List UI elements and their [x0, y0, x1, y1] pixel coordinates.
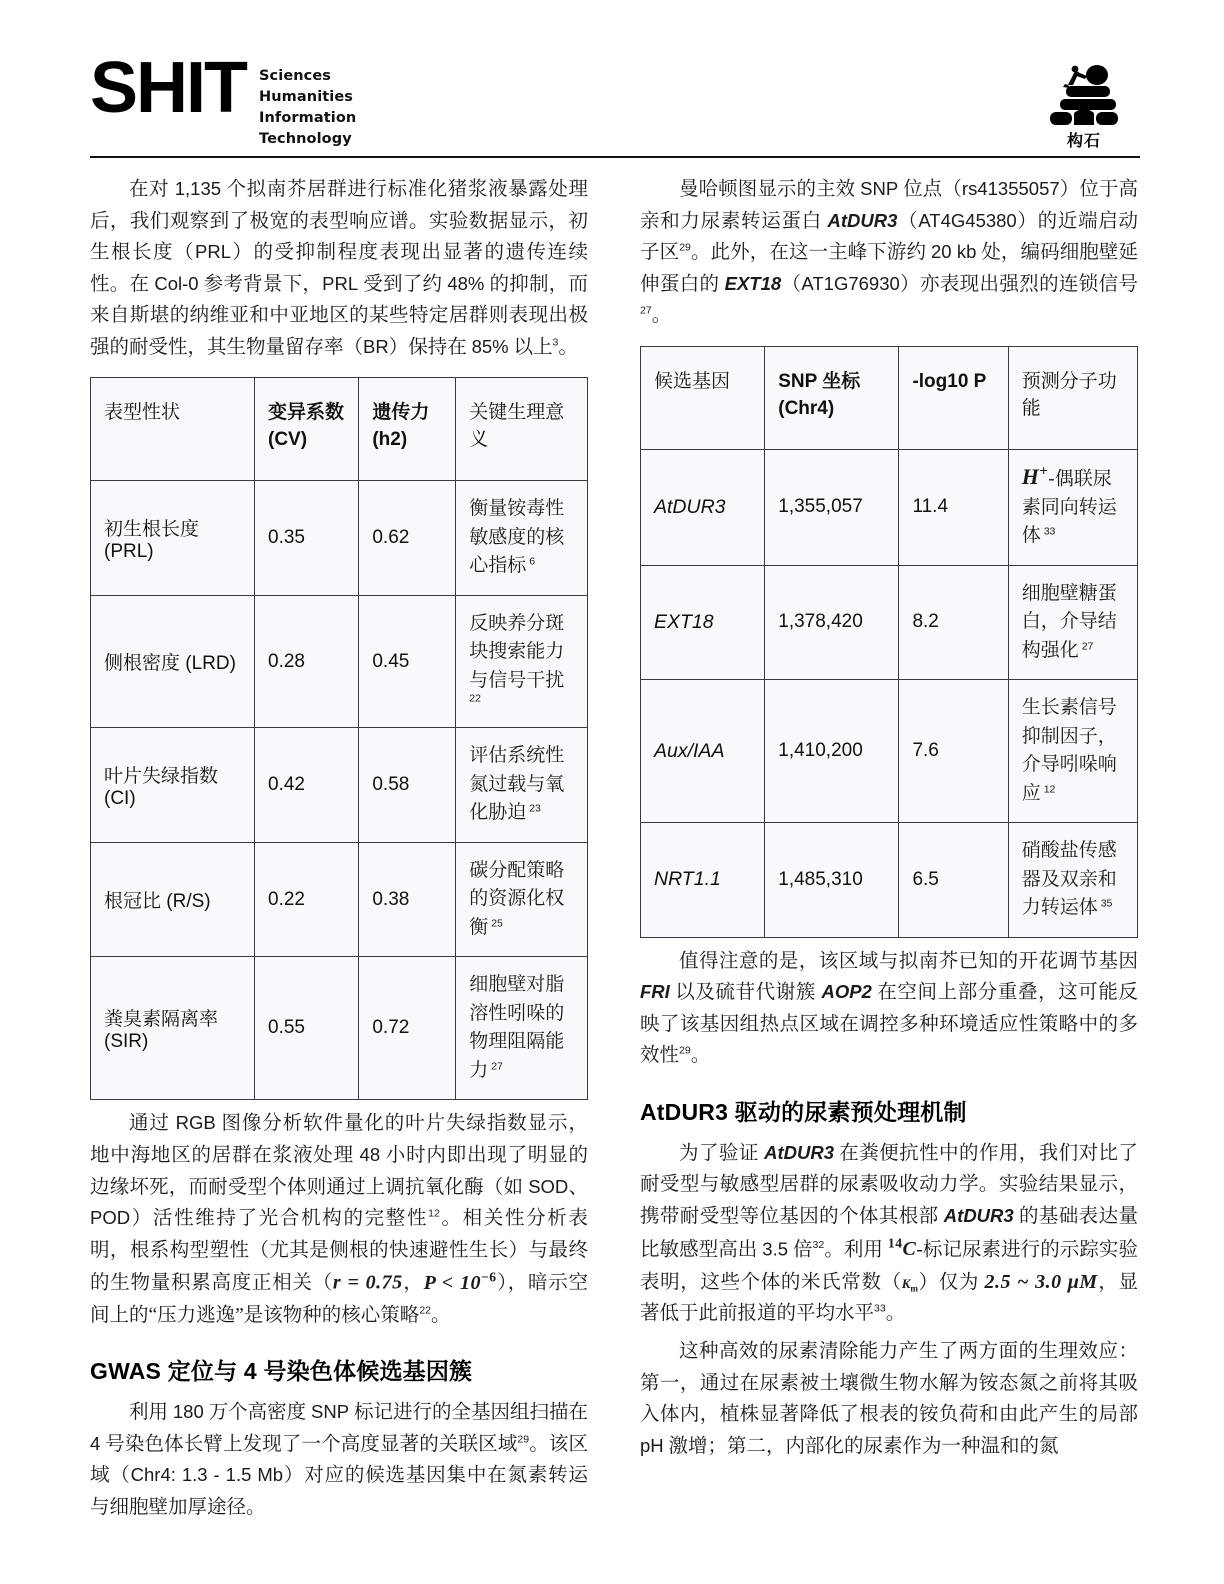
reference-marker: 29 — [679, 1044, 691, 1057]
latin-run: BR — [363, 335, 389, 357]
paragraph-manhattan-snp: 曼哈顿图显示的主效 SNP 位点（rs41355057）位于高亲和力尿素转运蛋白 AtDUR3（AT4G45380）的近端启动子区$^{29}$。此外，在这一主峰下游约 20 kb 处，编码细胞壁延伸蛋白的 EXT18（AT1G76930）亦表现出强烈的连锁信号$^{27}$。 — [640, 178, 1138, 327]
math-subscript: $K_m$ — [901, 1275, 918, 1294]
math-inline: r = 0.75 — [332, 1271, 403, 1294]
math-isotope: $^{14}$C — [887, 1235, 917, 1261]
cell-snp-coordinate: 1,355,057 — [778, 496, 863, 518]
cell-h2-value: 0.62 — [372, 527, 410, 549]
cell-cv-value: 0.55 — [268, 1017, 305, 1039]
reference-marker: 35 — [1097, 897, 1113, 910]
latin-run: PRL — [322, 272, 359, 294]
column-header-gene: 候选基因 — [654, 370, 731, 392]
reference-marker: 3 — [552, 336, 559, 349]
cell-logp-value: 7.6 — [912, 740, 939, 762]
cell-cv-value: 0.28 — [268, 650, 305, 672]
publisher-emblem — [1028, 56, 1140, 151]
cell-gene-name: NRT1.1 — [654, 868, 721, 891]
cell-function-text: -偶联尿素同向转运体 — [1021, 468, 1117, 547]
cell-logp-value: 6.5 — [912, 868, 939, 890]
cell-snp-coordinate: 1,410,200 — [778, 740, 863, 762]
cell-trait-name: 粪臭素隔离率 (SIR) — [104, 1008, 219, 1052]
table-row — [91, 481, 588, 596]
gene-name: AtDUR3 — [827, 209, 898, 231]
cell-h2-value: 0.58 — [372, 774, 410, 796]
cell-gene-name: Aux/IAA — [654, 739, 725, 762]
masthead — [90, 48, 1140, 150]
table-row — [91, 957, 588, 1100]
stacked-stones-with-figure-icon — [1042, 60, 1126, 126]
latin-run: PRL — [195, 241, 231, 263]
table-header-row — [91, 378, 588, 481]
gene-name: AOP2 — [821, 981, 872, 1003]
paragraph-physiological-effects: 这种高效的尿素清除能力产生了两方面的生理效应：第一，通过在尿素被土壤微生物水解为铵态氮之前将其吸入体内，植株显著降低了根表的铵负荷和由此产生的局部 pH 激增；第二，内部化的尿素作为一种温和的氮 — [640, 1340, 1138, 1457]
latin-run: SNP — [860, 178, 899, 199]
latin-run: rs41355057 — [961, 178, 1060, 199]
math-inline: 2.5 ~ 3.0 μM — [984, 1270, 1098, 1293]
reference-marker: 22 — [419, 1304, 431, 1317]
latin-run: 85% — [471, 335, 509, 357]
cell-meaning-text: 评估系统性氮过载与氧化胁迫 — [469, 745, 565, 824]
table-phenotypic-traits — [90, 377, 588, 1100]
cell-gene-name: AtDUR3 — [654, 495, 726, 518]
paragraph-rgb-analysis: 通过 RGB 图像分析软件量化的叶片失绿指数显示，地中海地区的居群在浆液处理 48 小时内即出现了明显的边缘坏死，而耐受型个体则通过上调抗氧化酶（如 SOD、POD）活性维持了光合机构的完整性$^{12}$。相关性分析表明，根系构型塑性（尤其是侧根的快速避性生长）与最终的生物量积累高度正相关（r = 0.75，$P < 10^{-6}$），暗示空间上的“压力逃逸”是该物种的核心策略$^{22}$。 — [90, 1112, 588, 1326]
reference-marker: 33 — [874, 1302, 886, 1315]
wordmark: SHIT — [90, 48, 247, 128]
emblem-label: 构石 — [1066, 131, 1101, 150]
table-row — [641, 823, 1138, 938]
heading-gwas: GWAS 定位与 4 号染色体候选基因簇 — [90, 1358, 473, 1385]
latin-run: 1,135 — [174, 178, 222, 199]
latin-run: 20 kb — [931, 241, 977, 263]
brand-subtitle-line-1: Sciences — [259, 68, 332, 84]
paragraph-urea-kinetics: 为了验证 AtDUR3 在粪便抗性中的作用，我们对比了耐受型与敏感型居群的尿素吸收动力学。实验结果显示，携带耐受型等位基因的个体其根部 AtDUR3 的基础表达量比敏感型高出 3.5 倍$^{32}$。利用 $^{14}$C-标记尿素进行的示踪实验表明，这些个体的米氏常数$(K_m)$仅为 2.5 ~ 3.0 μM，显著低于此前报道的平均水平$^{33}$。 — [640, 1141, 1138, 1325]
latin-run: SNP — [311, 1401, 350, 1422]
cell-cv-value: 0.42 — [268, 774, 305, 796]
cell-logp-value: 8.2 — [912, 611, 939, 633]
table-candidate-genes — [640, 346, 1138, 938]
table-row — [641, 565, 1138, 680]
gene-name: AtDUR3 — [943, 1205, 1014, 1227]
gene-name: AtDUR3 — [764, 1141, 834, 1163]
table-row — [91, 842, 588, 957]
cell-function-text: 硝酸盐传感器及双亲和力转运体 — [1021, 840, 1117, 919]
math-power: $P < 10^{-6}$ — [423, 1269, 497, 1294]
table-traits-body — [91, 481, 588, 1100]
left-column — [90, 174, 588, 1529]
reference-marker: 27 — [488, 1060, 503, 1073]
cell-function-text: 生长素信号抑制因子，介导吲哚响应 — [1021, 697, 1117, 804]
brand-subtitle — [259, 56, 356, 150]
heading-atdur3-mechanism: AtDUR3 驱动的尿素预处理机制 — [640, 1098, 967, 1125]
math-ion-symbol: H+ — [1021, 463, 1049, 490]
cell-function-text: 细胞壁糖蛋白，介导结构强化 — [1021, 582, 1117, 661]
column-header-meaning: 关键生理意义 — [469, 402, 565, 451]
latin-run: POD — [90, 1207, 131, 1229]
column-header-h2: 遗传力 (h2) — [372, 402, 430, 451]
cell-meaning-text: 衡量铵毒性敏感度的核心指标 — [469, 498, 565, 577]
cell-snp-coordinate: 1,485,310 — [778, 868, 863, 890]
table-header-row — [641, 346, 1138, 449]
cell-trait-name: 根冠比 (R/S) — [104, 891, 211, 913]
reference-marker: 27 — [640, 304, 652, 317]
cell-h2-value: 0.45 — [372, 650, 410, 672]
cell-meaning-text: 碳分配策略的资源化权衡 — [469, 859, 565, 938]
table-row — [641, 680, 1138, 823]
column-header-function: 预测分子功能 — [1021, 370, 1117, 419]
reference-marker: 6 — [526, 556, 536, 569]
column-header-logp: -log10 P — [912, 370, 987, 392]
brand-subtitle-line-2: Humanities — [259, 89, 354, 106]
reference-marker: 25 — [488, 917, 503, 930]
table-row — [91, 595, 588, 728]
cell-cv-value: 0.35 — [268, 527, 305, 549]
cell-snp-coordinate: 1,378,420 — [778, 611, 863, 633]
latin-run: AT4G45380 — [918, 209, 1017, 231]
latin-run: 48 — [359, 1143, 381, 1165]
paragraph-phenotype-spectrum: 在对 1,135 个拟南芥居群进行标准化猪浆液暴露处理后，我们观察到了极宽的表型响应谱。实验数据显示，初生根长度（PRL）的受抑制程度表现出显著的遗传连续性。在 Col-0 参考背景下，PRL 受到了约 48% 的抑制，而来自斯堪的纳维亚和中亚地区的某些特定居群则表现出极强的耐受性，其生物量留存率（BR）保持在 85% 以上$^3$。 — [90, 178, 588, 358]
reference-marker: 29 — [517, 1433, 530, 1446]
cell-h2-value: 0.38 — [372, 888, 410, 910]
cell-gene-name: EXT18 — [654, 610, 714, 633]
latin-run: 4 — [90, 1432, 101, 1454]
cell-h2-value: 0.72 — [372, 1017, 410, 1039]
table-row — [91, 728, 588, 843]
brand-subtitle-line-3: Information — [259, 110, 357, 127]
latin-run: SOD — [528, 1175, 569, 1197]
gene-name: FRI — [640, 981, 670, 1003]
table-row — [641, 449, 1138, 565]
cell-logp-value: 11.4 — [912, 496, 949, 518]
reference-marker: 29 — [679, 241, 691, 254]
paragraph-gwas-scan: 利用 180 万个高密度 SNP 标记进行的全基因组扫描在 4 号染色体长臂上发现了一个高度显著的关联区域$^{29}$。该区域（Chr4: 1.3 - 1.5 Mb）对应的候选基因集中在氮素转运与细胞壁加厚途径。 — [90, 1401, 588, 1518]
column-header-trait: 表型性状 — [104, 402, 181, 424]
latin-run: AT1G76930 — [801, 272, 900, 294]
cell-trait-name: 叶片失绿指数 (CI) — [104, 765, 219, 809]
reference-marker: 32 — [812, 1238, 825, 1251]
cell-trait-name: 侧根密度 (LRD) — [104, 653, 236, 675]
reference-marker: 33 — [1040, 525, 1056, 538]
latin-run: 3.5 — [762, 1238, 789, 1260]
latin-run: RGB — [175, 1112, 216, 1134]
column-header-coord: SNP 坐标 (Chr4) — [778, 370, 861, 419]
paragraph-fri-aop2-overlap: 值得注意的是，该区域与拟南芥已知的开花调节基因 FRI 以及硫苷代谢簇 AOP2 在空间上部分重叠，这可能反映了该基因组热点区域在调控多种环境适应性策略中的多效性$^{29}$。 — [640, 950, 1138, 1067]
column-header-cv: 变异系数 (CV) — [268, 402, 345, 451]
reference-marker: 12 — [1040, 783, 1056, 796]
cell-trait-name: 初生根长度 (PRL) — [104, 518, 200, 562]
cell-meaning-text: 反映养分斑块搜索能力与信号干扰 — [469, 612, 565, 691]
right-column — [640, 174, 1138, 1468]
brand-subtitle-line-4: Technology — [259, 131, 352, 148]
latin-run: Col-0 — [154, 272, 199, 294]
reference-marker: 27 — [1078, 640, 1094, 653]
gene-name: EXT18 — [724, 272, 782, 294]
masthead-divider — [90, 156, 1140, 158]
latin-run: 48% — [447, 272, 485, 294]
table-genes-body — [641, 449, 1138, 937]
latin-run: Chr4: 1.3 - 1.5 Mb — [130, 1464, 284, 1486]
cell-meaning-text: 细胞壁对脂溶性吲哚的物理阻隔能力 — [469, 974, 565, 1081]
article-body — [90, 174, 1140, 1529]
cell-cv-value: 0.22 — [268, 888, 305, 910]
reference-marker: 23 — [526, 803, 541, 816]
reference-marker: 22 — [469, 693, 481, 706]
reference-marker: 12 — [428, 1207, 440, 1220]
brand-logo — [90, 48, 357, 150]
latin-run: 180 — [172, 1401, 204, 1422]
latin-run: pH — [640, 1434, 664, 1456]
